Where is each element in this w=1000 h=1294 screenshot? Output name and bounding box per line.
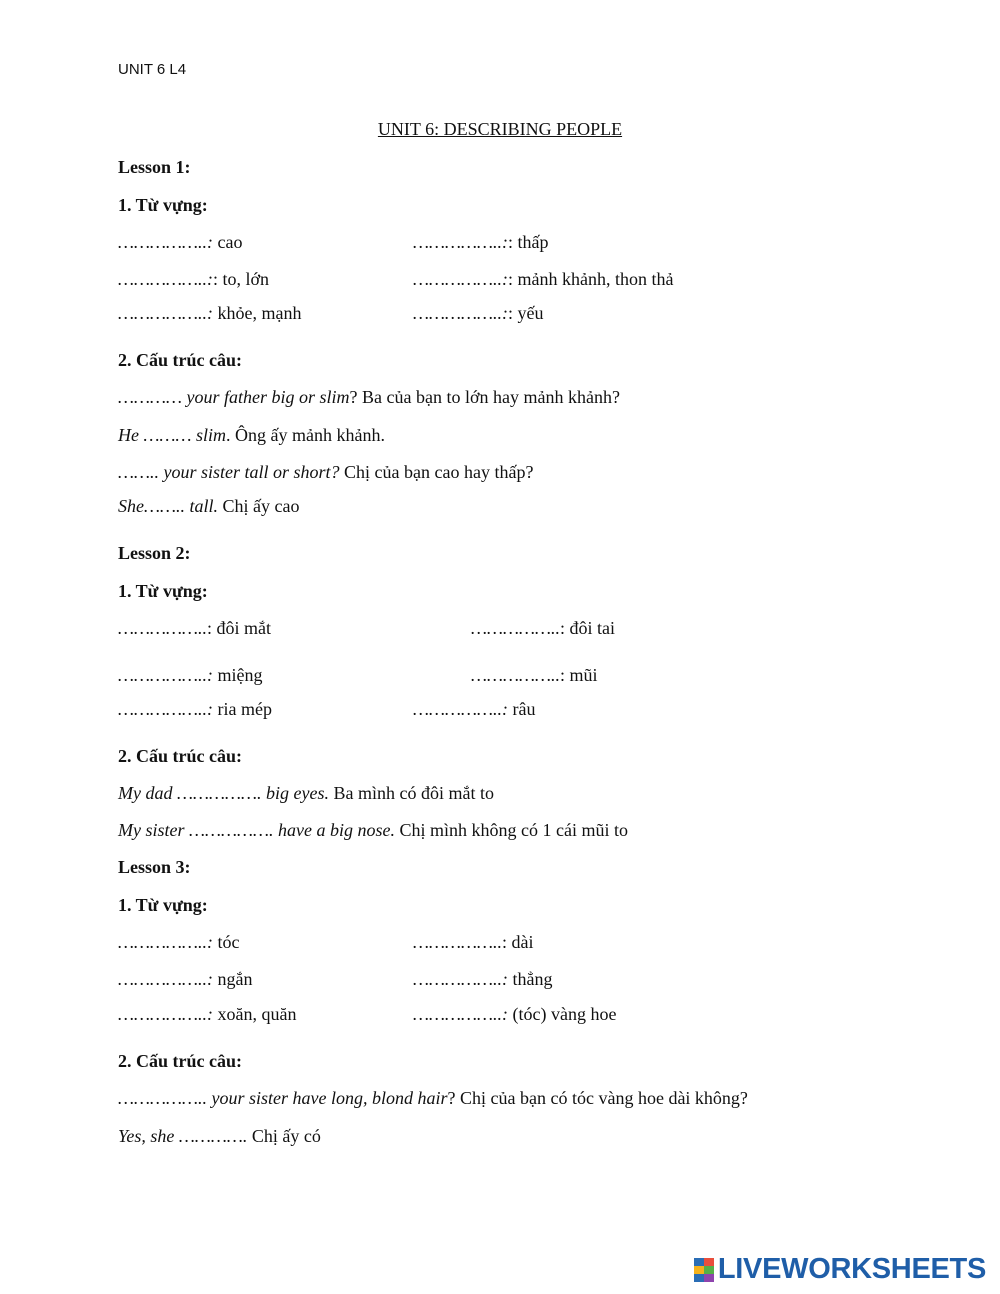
lesson-3-structure-heading: 2. Cấu trúc câu:	[118, 1051, 242, 1071]
vocab-item: ……………..: ngắn	[118, 969, 253, 989]
vocab-item: ……………..:: mảnh khảnh, thon thả	[413, 269, 674, 289]
page-header: UNIT 6 L4	[118, 61, 187, 78]
liveworksheets-logo	[694, 1255, 986, 1284]
vocab-item: ……………..: dài	[413, 932, 534, 952]
vocab-item: ……………..:: yếu	[413, 303, 544, 323]
sentence: He ……… slim. Ông ấy mảnh khảnh.	[118, 425, 385, 445]
liveworksheets-logo-icon	[694, 1258, 714, 1282]
lesson-3-vocab-heading: 1. Từ vựng:	[118, 895, 208, 915]
vocab-item: ……………..: râu	[413, 699, 536, 719]
lesson-2-structure-heading: 2. Cấu trúc câu:	[118, 746, 242, 766]
lesson-3-heading: Lesson 3:	[118, 857, 191, 877]
logo-square	[704, 1266, 714, 1274]
sentence: Yes, she …………. Chị ấy có	[118, 1126, 321, 1146]
liveworksheets-logo-text: LIVEWORKSHEETS	[717, 1253, 986, 1285]
vocab-item: ……………..: miệng	[118, 665, 263, 685]
logo-square	[694, 1266, 704, 1274]
sentence: ………… your father big or slim? Ba của bạn to lớn hay mảnh khảnh?	[118, 387, 620, 407]
lesson-1-vocab-heading: 1. Từ vựng:	[118, 195, 208, 215]
sentence: …….. your sister tall or short? Chị của bạn cao hay thấp?	[118, 462, 534, 482]
vocab-item: ……………..: đôi mắt	[118, 618, 272, 638]
logo-square	[694, 1274, 704, 1282]
vocab-item: ……………..: khỏe, mạnh	[118, 303, 302, 323]
vocab-item: ……………..: mũi	[471, 665, 598, 685]
lesson-2-heading: Lesson 2:	[118, 543, 191, 563]
lesson-1-structure-heading: 2. Cấu trúc câu:	[118, 350, 242, 370]
lesson-2-vocab-heading: 1. Từ vựng:	[118, 581, 208, 601]
sentence: She…….. tall. Chị ấy cao	[118, 496, 300, 516]
vocab-item: ……………..: đôi tai	[471, 618, 616, 638]
lesson-1-heading: Lesson 1:	[118, 157, 191, 177]
vocab-item: ……………..: xoăn, quăn	[118, 1004, 297, 1024]
logo-square	[704, 1274, 714, 1282]
sentence: My dad ……………. big eyes. Ba mình có đôi mắt to	[118, 783, 494, 803]
logo-square	[694, 1258, 704, 1266]
logo-square	[704, 1258, 714, 1266]
vocab-item: ……………..: (tóc) vàng hoe	[413, 1004, 617, 1024]
vocab-item: ……………..: ria mép	[118, 699, 273, 719]
sentence: My sister ……………. have a big nose. Chị mình không có 1 cái mũi to	[118, 820, 628, 840]
sentence: …………….. your sister have long, blond hair? Chị của bạn có tóc vàng hoe dài không?	[118, 1088, 748, 1108]
vocab-item: ……………..: thẳng	[413, 969, 553, 989]
page-title: UNIT 6: DESCRIBING PEOPLE	[377, 119, 623, 139]
vocab-item: ……………..:: thấp	[413, 232, 549, 252]
vocab-item: ……………..:: to, lớn	[118, 269, 270, 289]
vocab-item: ……………..: cao	[118, 232, 243, 252]
vocab-item: ……………..: tóc	[118, 932, 240, 952]
